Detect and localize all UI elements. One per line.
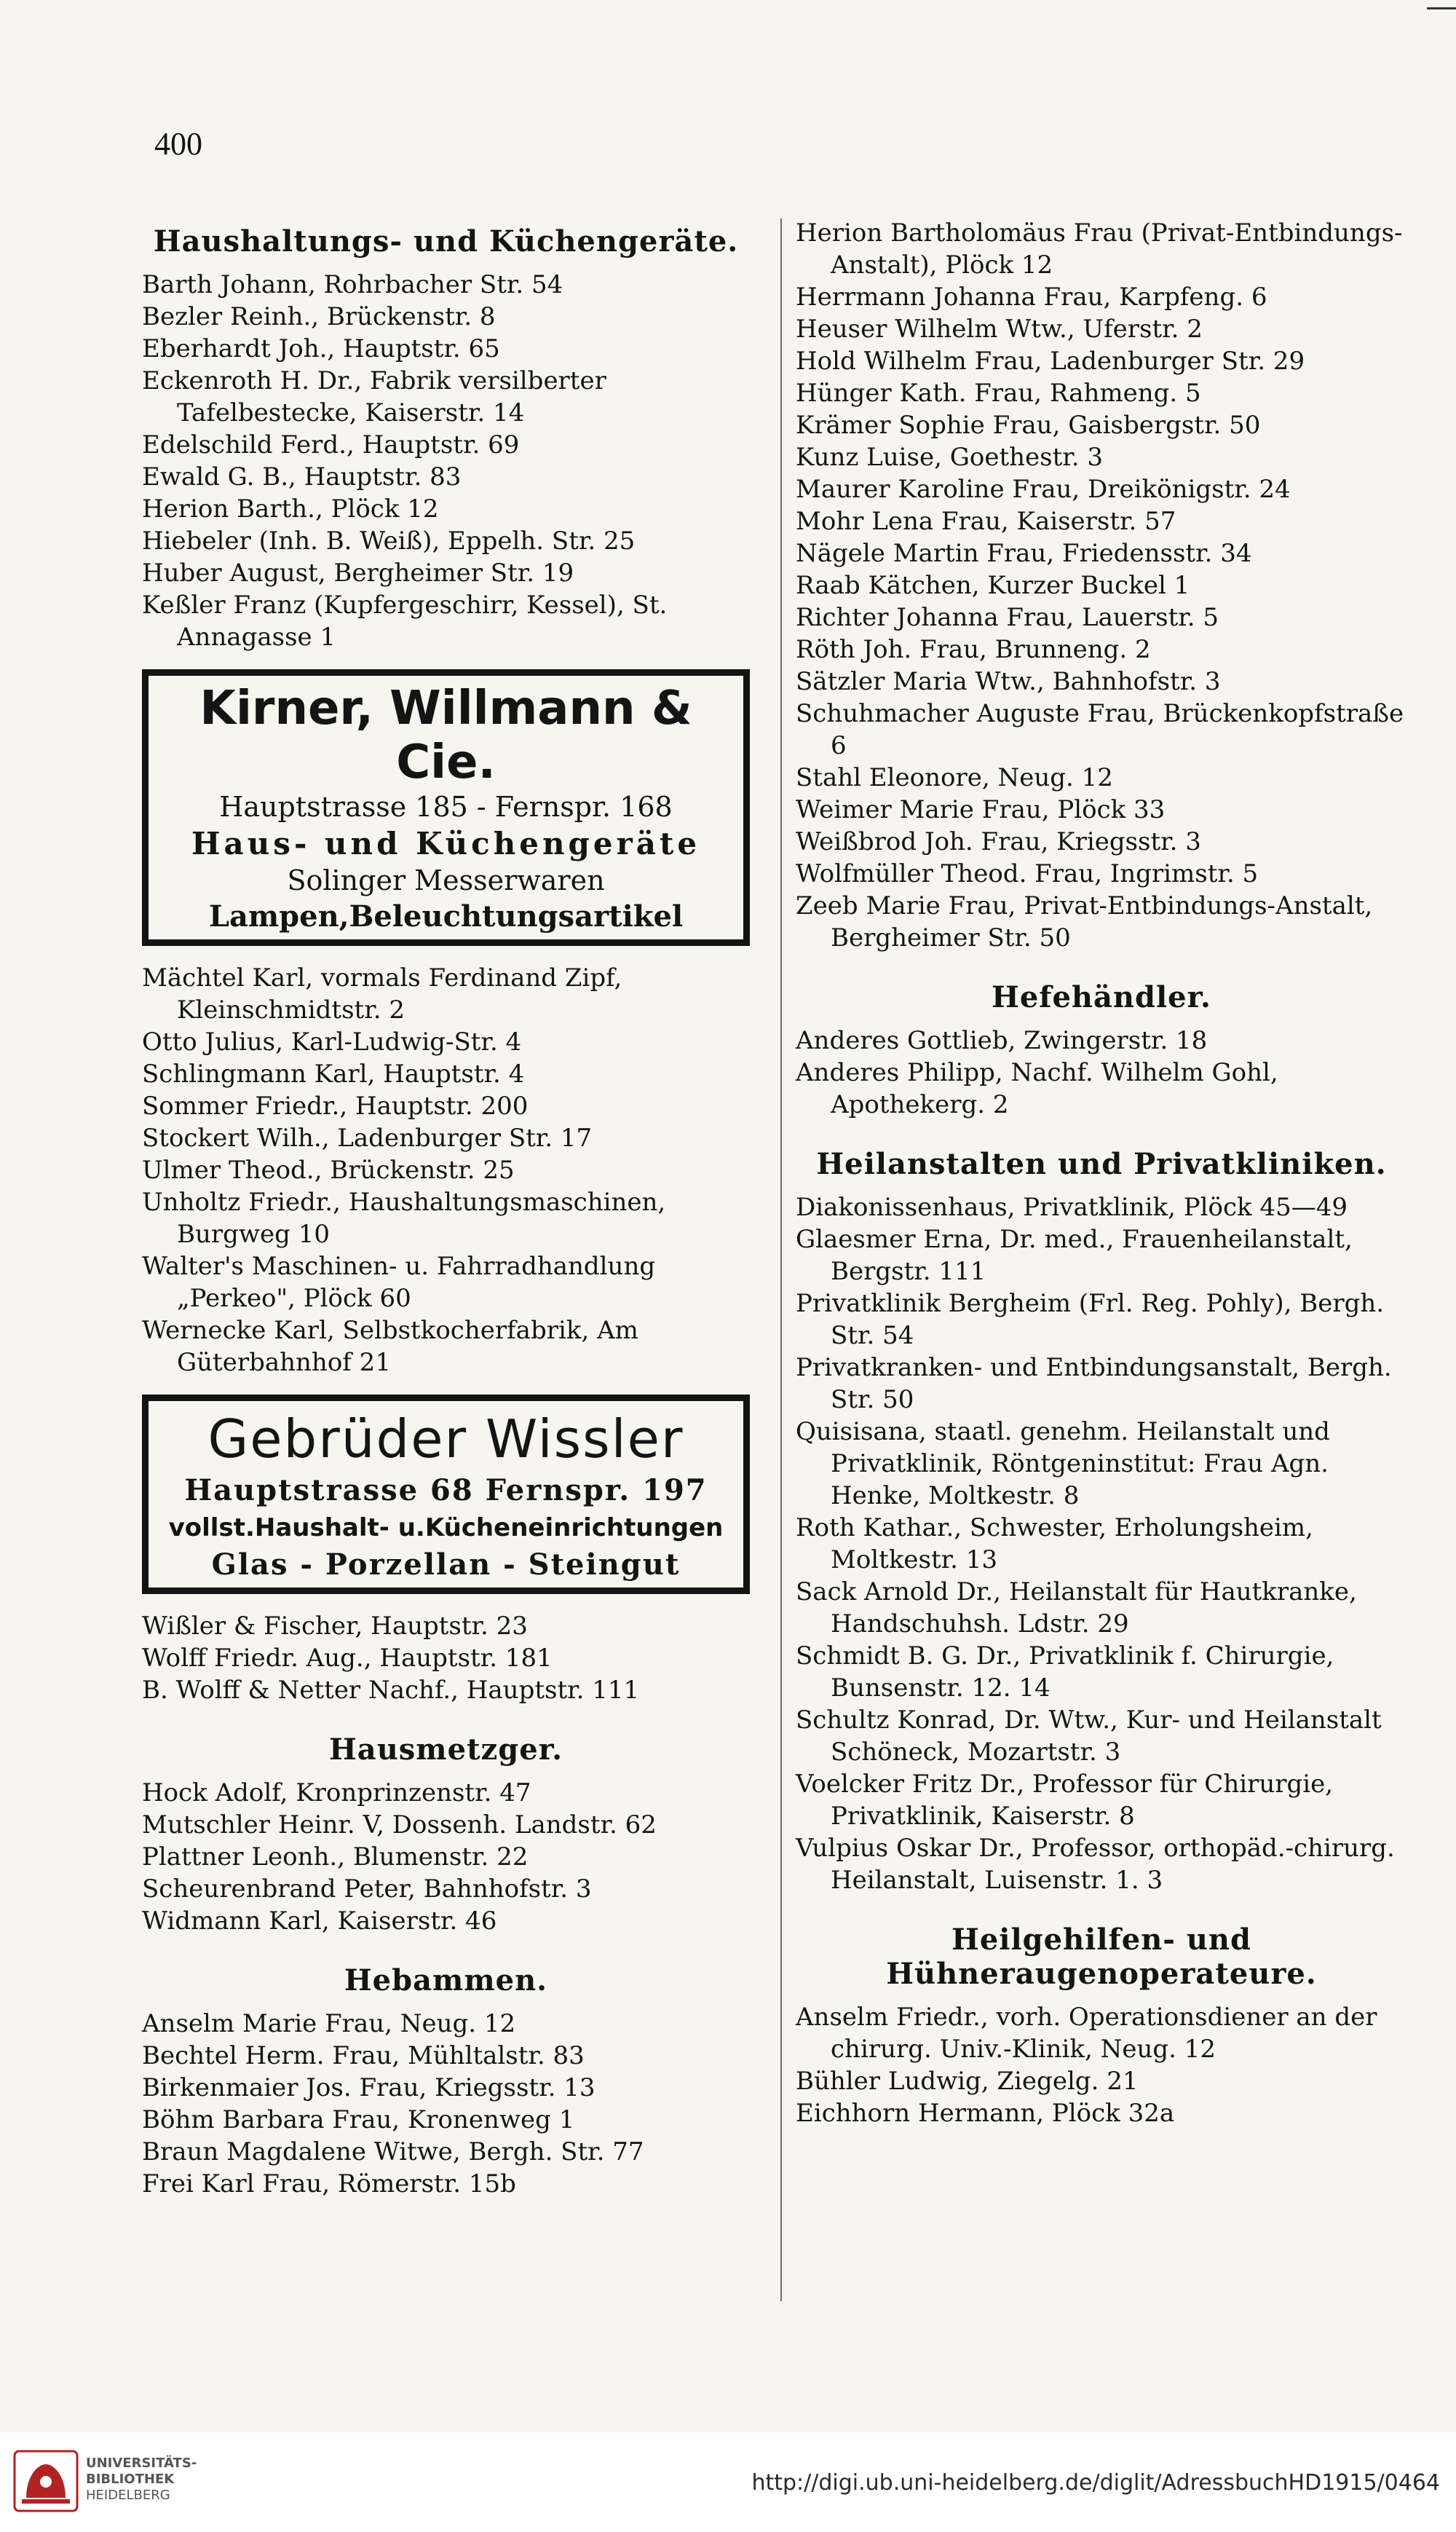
directory-entry: Bezler Reinh., Brückenstr. 8 — [142, 302, 496, 331]
directory-entry: Wißler & Fischer, Hauptstr. 23 — [142, 1612, 528, 1641]
directory-entry: Böhm Barbara Frau, Kronenweg 1 — [142, 2105, 575, 2134]
directory-entry: B. Wolff & Netter Nachf., Hauptstr. 111 — [142, 1676, 640, 1705]
entry-list-haushaltungsgeraete-end — [142, 1610, 750, 1706]
directory-entry: Keßler Franz (Kupfergeschirr, Kessel), St. Annagasse 1 — [142, 591, 668, 652]
directory-entry: Bühler Ludwig, Ziegelg. 21 — [796, 2067, 1139, 2096]
directory-entry: Barth Johann, Rohrbacher Str. 54 — [142, 270, 563, 299]
directory-entry: Röth Joh. Frau, Brunneng. 2 — [796, 635, 1151, 664]
section-heading-heilanstalten: Heilanstalten und Privatkliniken. — [816, 1147, 1387, 1181]
entry-list-hebammen — [142, 2008, 750, 2200]
section-heading-hefehaendler: Hefehändler. — [992, 980, 1211, 1014]
directory-entry: Wernecke Karl, Selbstkocherfabrik, Am Güterbahnhof 21 — [142, 1316, 638, 1377]
directory-entry: Schultz Konrad, Dr. Wtw., Kur- und Heilanstalt Schöneck, Mozartstr. 3 — [796, 1705, 1382, 1767]
column-divider — [780, 218, 782, 2301]
directory-entry: Unholtz Friedr., Haushaltungsmaschinen, Burgweg 10 — [142, 1188, 666, 1249]
entry-list-heilgehilfen — [796, 2001, 1407, 2129]
section-heading-hebammen: Hebammen. — [344, 1963, 548, 1997]
directory-entry: Weißbrod Joh. Frau, Kriegsstr. 3 — [796, 827, 1201, 856]
directory-entry: Weimer Marie Frau, Plöck 33 — [796, 795, 1166, 824]
ad-product-line: Solinger Messerwaren — [287, 864, 605, 896]
directory-entry: Nägele Martin Frau, Friedensstr. 34 — [796, 539, 1252, 568]
directory-entry: Herion Bartholomäus Frau (Privat-Entbindungs-Anstalt), Plöck 12 — [796, 218, 1403, 280]
directory-entry: Herion Barth., Plöck 12 — [142, 494, 439, 524]
advertisement-gebrueder-wissler — [142, 1395, 750, 1594]
directory-entry: Stahl Eleonore, Neug. 12 — [796, 763, 1113, 792]
directory-entry: Vulpius Oskar Dr., Professor, orthopäd.-chirurg. Heilanstalt, Luisenstr. 1. 3 — [796, 1834, 1395, 1895]
directory-entry: Frei Karl Frau, Römerstr. 15b — [142, 2169, 516, 2198]
directory-entry: Anselm Friedr., vorh. Operationsdiener an der chirurg. Univ.-Klinik, Neug. 12 — [796, 2003, 1377, 2064]
directory-entry: Ulmer Theod., Brückenstr. 25 — [142, 1156, 515, 1185]
directory-entry: Hünger Kath. Frau, Rahmeng. 5 — [796, 379, 1201, 408]
page-edge-mark — [1427, 7, 1456, 9]
directory-entry: Krämer Sophie Frau, Gaisbergstr. 50 — [796, 411, 1261, 440]
directory-entry: Hock Adolf, Kronprinzenstr. 47 — [142, 1778, 531, 1807]
directory-entry: Hold Wilhelm Frau, Ladenburger Str. 29 — [796, 347, 1305, 376]
directory-entry: Raab Kätchen, Kurzer Buckel 1 — [796, 571, 1190, 600]
page-number: 400 — [154, 126, 202, 162]
directory-entry: Wolff Friedr. Aug., Hauptstr. 181 — [142, 1644, 553, 1673]
section-heading-heilgehilfen: Heilgehilfen- und Hühneraugenoperateure. — [886, 1922, 1317, 1991]
right-column — [796, 217, 1407, 2129]
ad-company-name: Gebrüder Wissler — [207, 1408, 684, 1470]
directory-entry: Bechtel Herm. Frau, Mühltalstr. 83 — [142, 2041, 585, 2070]
section-heading-hausmetzger: Hausmetzger. — [328, 1732, 563, 1767]
directory-entry: Anderes Philipp, Nachf. Wilhelm Gohl, Apothekerg. 2 — [796, 1058, 1278, 1119]
directory-entry: Diakonissenhaus, Privatklinik, Plöck 45—49 — [796, 1193, 1348, 1222]
directory-entry: Scheurenbrand Peter, Bahnhofstr. 3 — [142, 1874, 592, 1904]
directory-entry: Edelschild Ferd., Hauptstr. 69 — [142, 430, 520, 460]
directory-entry: Herrmann Johanna Frau, Karpfeng. 6 — [796, 283, 1267, 312]
directory-entry: Stockert Wilh., Ladenburger Str. 17 — [142, 1124, 593, 1153]
entry-list-haushaltungsgeraete-cont — [142, 962, 750, 1379]
directory-entry: Eichhorn Hermann, Plöck 32a — [796, 2099, 1175, 2128]
directory-entry: Kunz Luise, Goethestr. 3 — [796, 443, 1104, 472]
library-name-line: BIBLIOTHEK — [86, 2472, 175, 2487]
directory-entry: Plattner Leonh., Blumenstr. 22 — [142, 1842, 529, 1872]
directory-entry: Ewald G. B., Hauptstr. 83 — [142, 462, 462, 492]
left-column — [142, 217, 750, 2200]
ad-address: Hauptstrasse 68 Fernspr. 197 — [184, 1473, 708, 1507]
directory-entry: Quisisana, staatl. genehm. Heilanstalt und Privatklinik, Röntgeninstitut: Frau Agn. Henke, Moltkestr. 8 — [796, 1417, 1330, 1510]
directory-entry: Richter Johanna Frau, Lauerstr. 5 — [796, 603, 1219, 632]
library-logo-icon — [12, 2447, 80, 2515]
directory-entry: Birkenmaier Jos. Frau, Kriegsstr. 13 — [142, 2073, 596, 2102]
entry-list-hebammen-cont — [796, 217, 1407, 954]
directory-entry: Braun Magdalene Witwe, Bergh. Str. 77 — [142, 2137, 644, 2166]
advertisement-kirner-willmann — [142, 669, 750, 946]
section-heading-haushaltungsgeraete: Haushaltungs- und Küchengeräte. — [153, 224, 739, 259]
directory-entry: Heuser Wilhelm Wtw., Uferstr. 2 — [796, 315, 1203, 344]
directory-entry: Hiebeler (Inh. B. Weiß), Eppelh. Str. 25 — [142, 526, 636, 556]
library-name-line: HEIDELBERG — [86, 2488, 170, 2503]
directory-entry: Sätzler Maria Wtw., Bahnhofstr. 3 — [796, 667, 1221, 696]
library-name-line: UNIVERSITÄTS- — [86, 2456, 197, 2471]
library-name — [86, 2456, 197, 2504]
directory-entry: Schuhmacher Auguste Frau, Brückenkopfstraße 6 — [796, 699, 1404, 760]
directory-entry: Maurer Karoline Frau, Dreikönigstr. 24 — [796, 475, 1291, 504]
ad-address: Hauptstrasse 185 - Fernspr. 168 — [219, 791, 673, 823]
directory-entry: Privatkranken- und Entbindungsanstalt, Bergh. Str. 50 — [796, 1353, 1392, 1414]
entry-list-hefehaendler — [796, 1025, 1407, 1121]
directory-entry: Widmann Karl, Kaiserstr. 46 — [142, 1906, 497, 1936]
directory-entry: Glaesmer Erna, Dr. med., Frauenheilanstalt, Bergstr. 111 — [796, 1225, 1353, 1286]
directory-entry: Zeeb Marie Frau, Privat-Entbindungs-Anstalt, Bergheimer Str. 50 — [796, 891, 1373, 953]
directory-entry: Walter's Maschinen- u. Fahrradhandlung „Perkeo", Plöck 60 — [142, 1252, 656, 1313]
ad-product-line: Glas - Porzellan - Steingut — [211, 1547, 681, 1582]
directory-entry: Privatklinik Bergheim (Frl. Reg. Pohly), Bergh. Str. 54 — [796, 1289, 1385, 1350]
directory-entry: Schmidt B. G. Dr., Privatklinik f. Chirurgie, Bunsenstr. 12. 14 — [796, 1641, 1334, 1703]
directory-entry: Mohr Lena Frau, Kaiserstr. 57 — [796, 507, 1176, 536]
directory-entry: Wolfmüller Theod. Frau, Ingrimstr. 5 — [796, 859, 1259, 888]
directory-entry: Sack Arnold Dr., Heilanstalt für Hautkranke, Handschuhsh. Ldstr. 29 — [796, 1577, 1357, 1638]
directory-entry: Sommer Friedr., Hauptstr. 200 — [142, 1092, 529, 1121]
ad-product-line: Lampen,Beleuchtungsartikel — [208, 899, 684, 934]
directory-entry: Anselm Marie Frau, Neug. 12 — [142, 2009, 516, 2038]
source-url-link[interactable]: http://digi.ub.uni-heidelberg.de/diglit/AdressbuchHD1915/0464 — [751, 2470, 1440, 2496]
directory-entry: Voelcker Fritz Dr., Professor für Chirurgie, Privatklinik, Kaiserstr. 8 — [796, 1770, 1334, 1831]
ad-product-line: vollst.Haushalt- u.Kücheneinrichtungen — [168, 1513, 724, 1542]
directory-entry: Roth Kathar., Schwester, Erholungsheim, Moltkestr. 13 — [796, 1513, 1313, 1574]
ad-company-name: Kirner, Willmann & Cie. — [199, 682, 692, 789]
directory-entry: Schlingmann Karl, Hauptstr. 4 — [142, 1060, 525, 1089]
entry-list-haushaltungsgeraete — [142, 269, 750, 653]
directory-entry: Mächtel Karl, vormals Ferdinand Zipf, Kleinschmidtstr. 2 — [142, 963, 622, 1025]
ad-product-line: Haus- und Küchengeräte — [191, 826, 701, 861]
directory-entry: Mutschler Heinr. V, Dossenh. Landstr. 62 — [142, 1810, 657, 1839]
directory-entry: Eberhardt Joh., Hauptstr. 65 — [142, 334, 500, 363]
directory-entry: Otto Julius, Karl-Ludwig-Str. 4 — [142, 1028, 522, 1057]
entry-list-heilanstalten — [796, 1191, 1407, 1896]
directory-entry: Eckenroth H. Dr., Fabrik versilberter Tafelbestecke, Kaiserstr. 14 — [142, 366, 606, 427]
entry-list-hausmetzger — [142, 1777, 750, 1937]
directory-entry: Anderes Gottlieb, Zwingerstr. 18 — [796, 1026, 1208, 1055]
directory-entry: Huber August, Bergheimer Str. 19 — [142, 559, 574, 588]
